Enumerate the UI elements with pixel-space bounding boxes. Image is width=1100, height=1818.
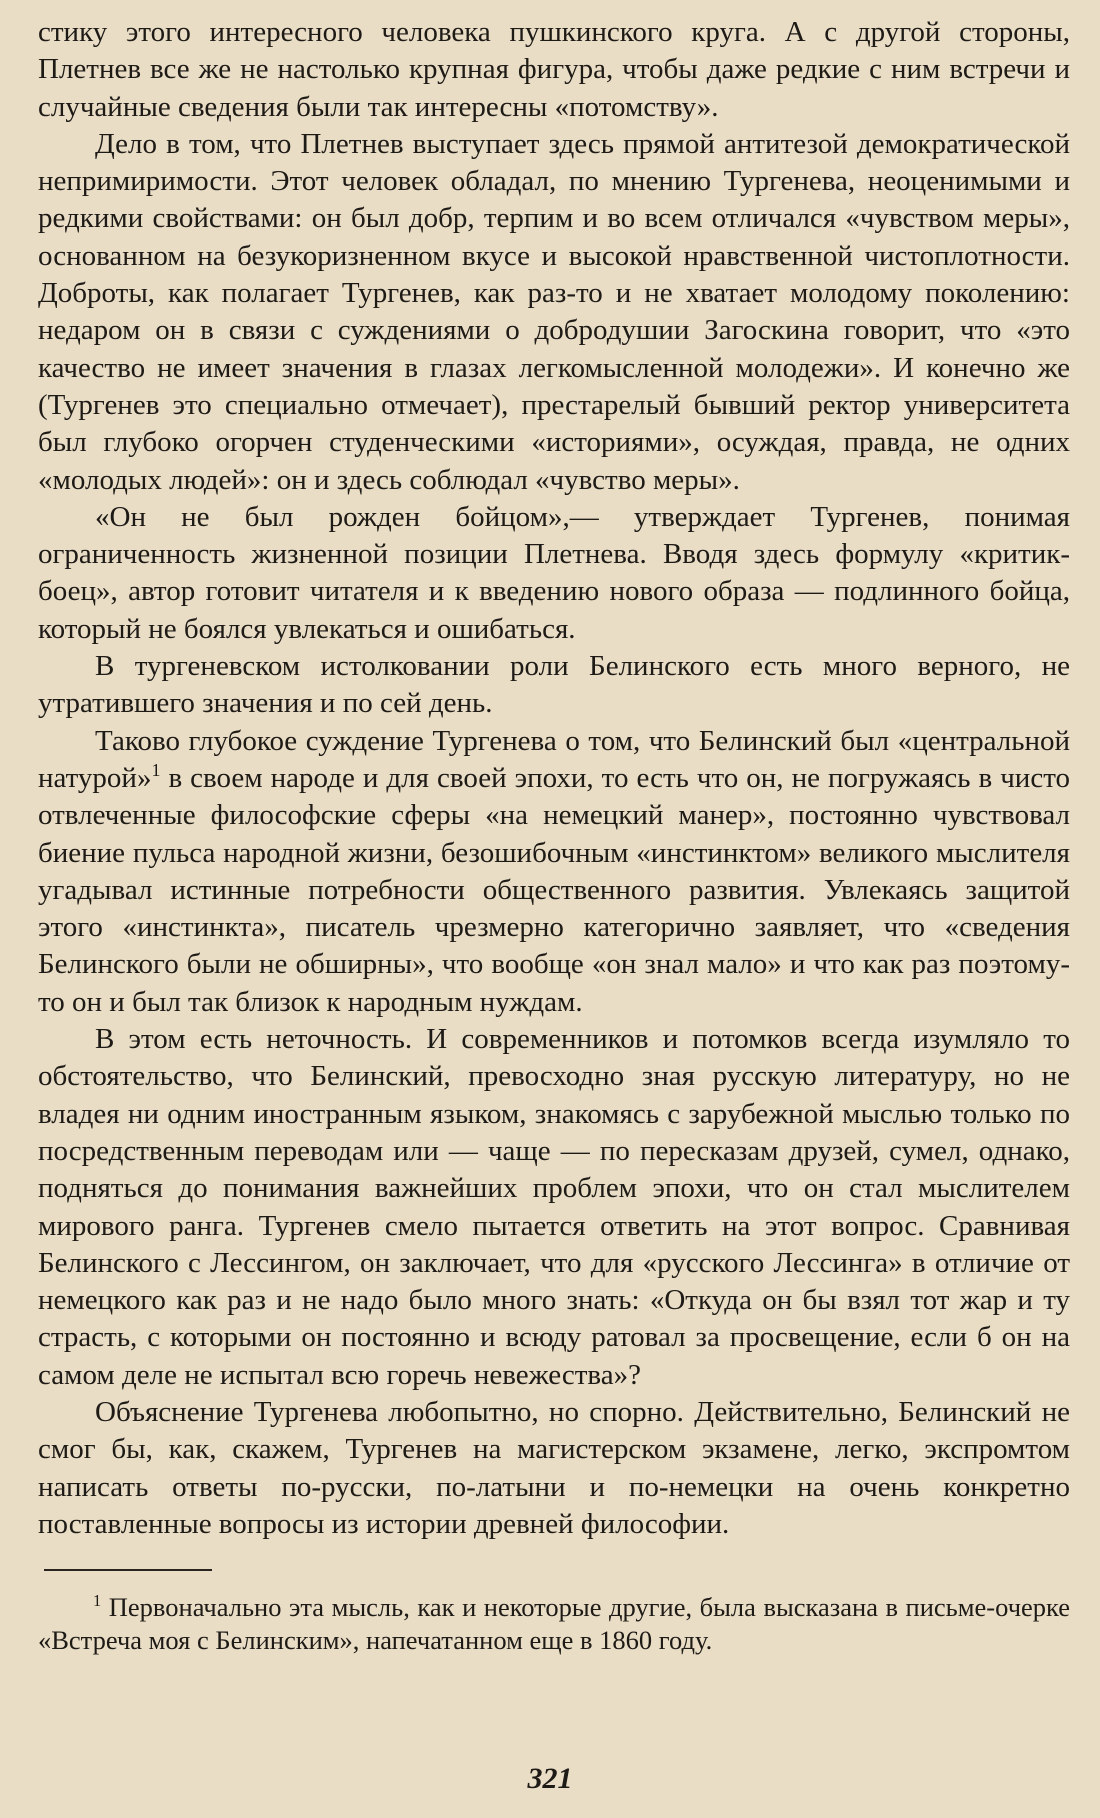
footnote-reference: 1 [151,759,161,780]
footnote-divider [44,1569,212,1571]
footnote [38,1591,1070,1656]
footnote-text: Первоначально эта мысль, как и некоторые другие, была высказана в письме-очерке «Встреча моя с Белинским», напечатанном еще в 1860 году. [38,1592,1071,1655]
paragraph: Объяснение Тургенева любопытно, но спорно. Действительно, Белинский не смог бы, как, скажем, Тургенев на магистерском экзамене, легко, экспромтом написать ответы по-русски, по-латыни и по-немецки на очень конкретно поставленные вопросы из истории древней философии. [38,1395,1070,1540]
page-body [38,14,1070,1543]
paragraph: «Он не был рожден бойцом»,— утверждает Тургенев, понимая ограниченность жизненной позиции Плетнева. Вводя здесь формулу «критик-боец», автор готовит читателя и к введению нового образа — подлинного бойца, который не боялся увлекаться и ошибаться. [38,500,1070,645]
paragraph: Дело в том, что Плетнев выступает здесь прямой антитезой демократической непримиримости. Этот человек обладал, по мнению Тургенева, неоценимыми и редкими свойствами: он был добр, терпим и во всем отличался «чувством меры», основанном на безукоризненном вкусе и высокой нравственной чистоплотности. Доброты, как полагает Тургенев, как раз-то и не хватает молодому поколению: недаром он в связи с суждениями о добродушии Загоскина говорит, что «это качество не имеет значения в глазах легкомысленной молодежи». И конечно же (Тургенев это специально отмечает), престарелый бывший ректор университета был глубоко огорчен студенческими «историями», осуждая, правда, не одних «молодых людей»: он и здесь соблюдал «чувство меры». [38,127,1070,496]
paragraph-continued: стику этого интересного человека пушкинского круга. А с другой стороны, Плетнев все же не настолько крупная фигура, чтобы даже редкие с ним встречи и случайные сведения были так интересны «потомству». [38,16,1070,123]
paragraph-part: в своем народе и для своей эпохи, то есть что он, не погружаясь в чисто отвлеченные философские сферы «на немецкий манер», постоянно чувствовал биение пульса народной жизни, безошибочным «инстинктом» великого мыслителя угадывал истинные потребности общественного развития. Увлекаясь защитой этого «инстинкта», писатель чрезмерно категорично заявляет, что «сведения Белинского были не обширны», что вообще «он знал мало» и что как раз поэтому-то он и был так близок к народным нуждам. [38,761,1070,1018]
paragraph: В тургеневском истолковании роли Белинского есть много верного, не утратившего значения и по сей день. [38,650,1070,720]
paragraph-with-footnote [38,723,1070,1021]
paragraph-part: Таково глубокое суждение Тургенева о том, что Белинский был «центральной натурой» [38,724,1070,794]
page-number: 321 [527,1762,573,1795]
main-text [38,14,1070,1543]
footnote-marker: 1 [93,1590,102,1610]
paragraph: В этом есть неточность. И современников и потомков всегда изумляло то обстоятельство, что Белинский, превосходно зная русскую литературу, но не владея ни одним иностранным языком, знакомясь с зарубежной мыслью только по посредственным переводам или — чаще — по пересказам друзей, сумел, однако, подняться до понимания важнейших проблем эпохи, что он стал мыслителем мирового ранга. Тургенев смело пытается ответить на этот вопрос. Сравнивая Белинского с Лессингом, он заключает, что для «русского Лессинга» в отличие от немецкого как раз и не надо было много знать: «Откуда он бы взял тот жар и ту страсть, с которыми он постоянно и всюду ратовал за просвещение, если б он на самом деле не испытал всю горечь невежества»? [38,1023,1070,1391]
